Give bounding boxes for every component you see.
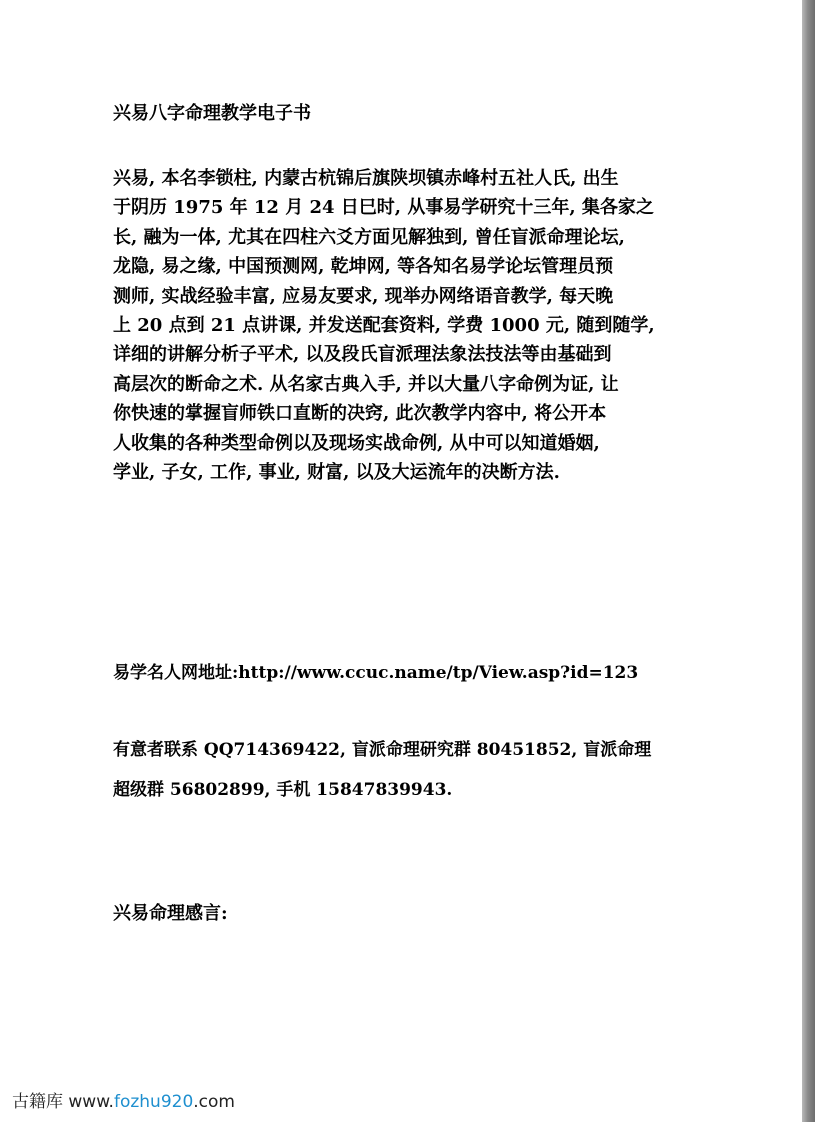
paragraph-line: 详细的讲解分析子平术, 以及段氏盲派理法象法技法等由基础到 bbox=[113, 344, 612, 366]
section-heading: 兴易命理感言: bbox=[113, 903, 228, 924]
paragraph-line: 长, 融为一体, 尤其在四柱六爻方面见解独到, 曾任盲派命理论坛, bbox=[113, 226, 625, 248]
footer-url-suffix: .com bbox=[193, 1092, 235, 1112]
footer-watermark bbox=[12, 1091, 235, 1113]
paragraph-line: 高层次的断命之术. 从名家古典入手, 并以大量八字命例为证, 让 bbox=[113, 373, 619, 395]
contact-line: 有意者联系 QQ714369422, 盲派命理研究群 80451852, 盲派命理 bbox=[113, 740, 652, 760]
paragraph-line: 上 20 点到 21 点讲课, 并发送配套资料, 学费 1000 元, 随到随学, bbox=[113, 315, 655, 337]
footer-site-name: 古籍库 bbox=[12, 1092, 63, 1112]
document-title: 兴易八字命理教学电子书 bbox=[113, 103, 311, 124]
paragraph-line: 于阴历 1975 年 12 月 24 日巳时, 从事易学研究十三年, 集各家之 bbox=[113, 197, 654, 219]
website-url-line: 易学名人网地址:http://www.ccuc.name/tp/View.asp?id=123 bbox=[113, 663, 639, 683]
contact-line: 超级群 56802899, 手机 15847839943. bbox=[113, 780, 453, 800]
paragraph-line: 兴易, 本名李锁柱, 内蒙古杭锦后旗陕坝镇赤峰村五社人氏, 出生 bbox=[113, 168, 619, 189]
paragraph-line: 学业, 子女, 工作, 事业, 财富, 以及大运流年的决断方法. bbox=[113, 462, 560, 484]
footer-url-prefix: www. bbox=[68, 1092, 114, 1112]
paragraph-line: 你快速的掌握盲师铁口直断的决窍, 此次教学内容中, 将公开本 bbox=[113, 403, 607, 425]
vertical-scrollbar[interactable] bbox=[802, 0, 815, 1122]
paragraph-line: 测师, 实战经验丰富, 应易友要求, 现举办网络语音教学, 每天晚 bbox=[113, 285, 614, 307]
footer-url-accent: fozhu920 bbox=[113, 1092, 194, 1112]
intro-paragraph bbox=[113, 164, 703, 487]
contact-paragraph bbox=[113, 730, 651, 810]
paragraph-line: 人收集的各种类型命例以及现场实战命例, 从中可以知道婚姻, bbox=[113, 432, 600, 454]
paragraph-line: 龙隐, 易之缘, 中国预测网, 乾坤网, 等各知名易学论坛管理员预 bbox=[113, 256, 614, 278]
